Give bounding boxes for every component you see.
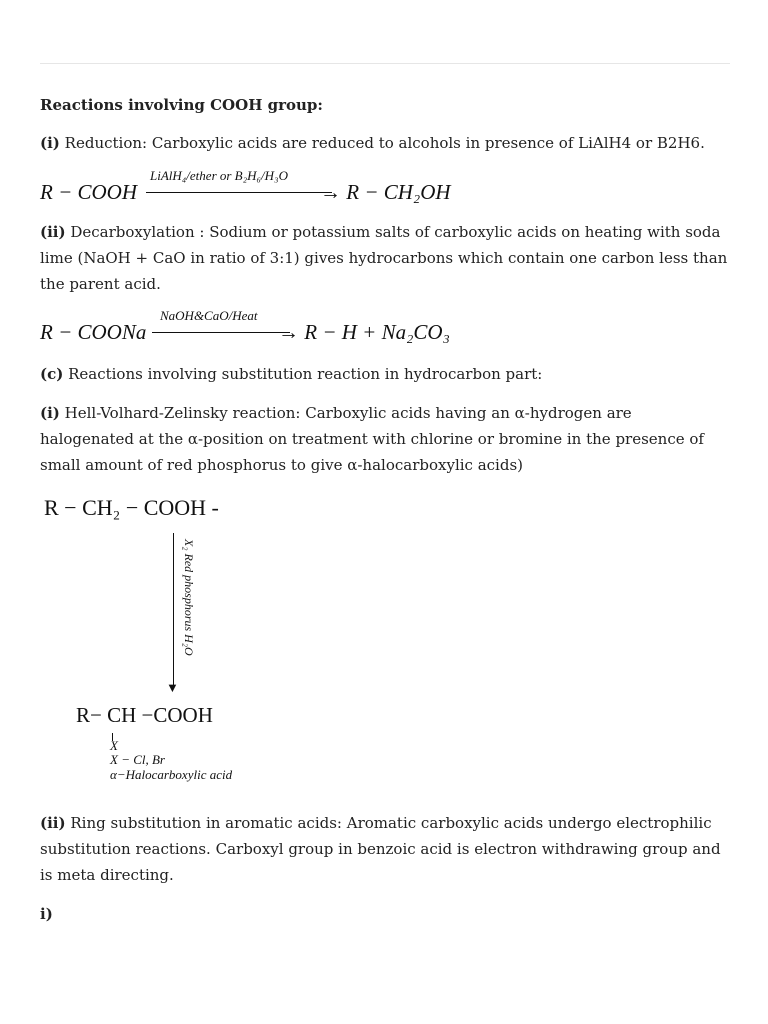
hvz-substituent: X	[110, 738, 118, 753]
decarboxylation-lhs: R − COONa	[40, 320, 147, 344]
reduction-reagent: LiAlH₄/ether or B₂H₆/H₃O	[150, 168, 288, 183]
hvz-product: R− CH −COOH	[76, 703, 213, 727]
hvz-paragraph	[40, 400, 730, 478]
hvz-arrowhead-icon: ▼	[166, 680, 179, 695]
hvz-x-note: X − Cl, Br	[110, 752, 165, 767]
substitution-paragraph	[40, 361, 730, 387]
reduction-lhs: R − COOH	[40, 180, 138, 204]
reduction-arrow	[146, 192, 332, 193]
hvz-text: Hell-Volhard-Zelinsky reaction: Carboxylic acids having an α-hydrogen are halogenated at the α-position on treatment with chlorine or bromine in the presence of small amount of red phosphorus to give α-halocarboxylic acids)	[40, 404, 704, 474]
top-divider	[40, 63, 730, 64]
section-heading: Reactions involving COOH group:	[40, 96, 323, 114]
substitution-text: Reactions involving substitution reaction in hydrocarbon part:	[63, 365, 543, 383]
hvz-label: (i)	[40, 404, 60, 422]
hvz-reagent-box	[178, 539, 198, 679]
ring-text: Ring substitution in aromatic acids: Aromatic carboxylic acids undergo electrophilic substitution reactions. Carboxyl group in benzoic acid is electron withdrawing group and is meta directing.	[40, 814, 721, 884]
reduction-label: (i)	[40, 134, 60, 152]
hvz-reaction-figure	[40, 495, 340, 790]
decarboxylation-reagent: NaOH&CaO/Heat	[160, 308, 258, 323]
hvz-reagent: X₂ Red phosphorus H₂O	[182, 539, 196, 656]
decarboxylation-text: Decarboxylation : Sodium or potassium salts of carboxylic acids on heating with soda lime (NaOH + CaO in ratio of 3:1) gives hydrocarbons which contain one carbon less than the parent acid.	[40, 223, 728, 293]
decarboxylation-label: (ii)	[40, 223, 66, 241]
decarboxylation-equation	[40, 308, 460, 348]
reduction-rhs: → R − CH₂OH	[320, 180, 451, 204]
ring-paragraph	[40, 810, 730, 888]
reduction-text: Reduction: Carboxylic acids are reduced to alcohols in presence of LiAlH4 or B2H6.	[59, 134, 705, 152]
reduction-paragraph	[40, 130, 730, 156]
decarboxylation-rhs: → R − H + Na₂CO₃	[278, 320, 450, 344]
ring-label: (ii)	[40, 814, 66, 832]
final-label: i)	[40, 905, 53, 923]
decarboxylation-arrow	[152, 332, 290, 333]
substitution-label: (c)	[40, 365, 64, 383]
hvz-reactant: R − CH₂ − COOH -	[44, 495, 219, 520]
hvz-down-arrow-line	[173, 533, 174, 689]
decarboxylation-paragraph	[40, 219, 730, 297]
reduction-equation	[40, 168, 460, 208]
hvz-product-name: α−Halocarboxylic acid	[110, 767, 233, 782]
